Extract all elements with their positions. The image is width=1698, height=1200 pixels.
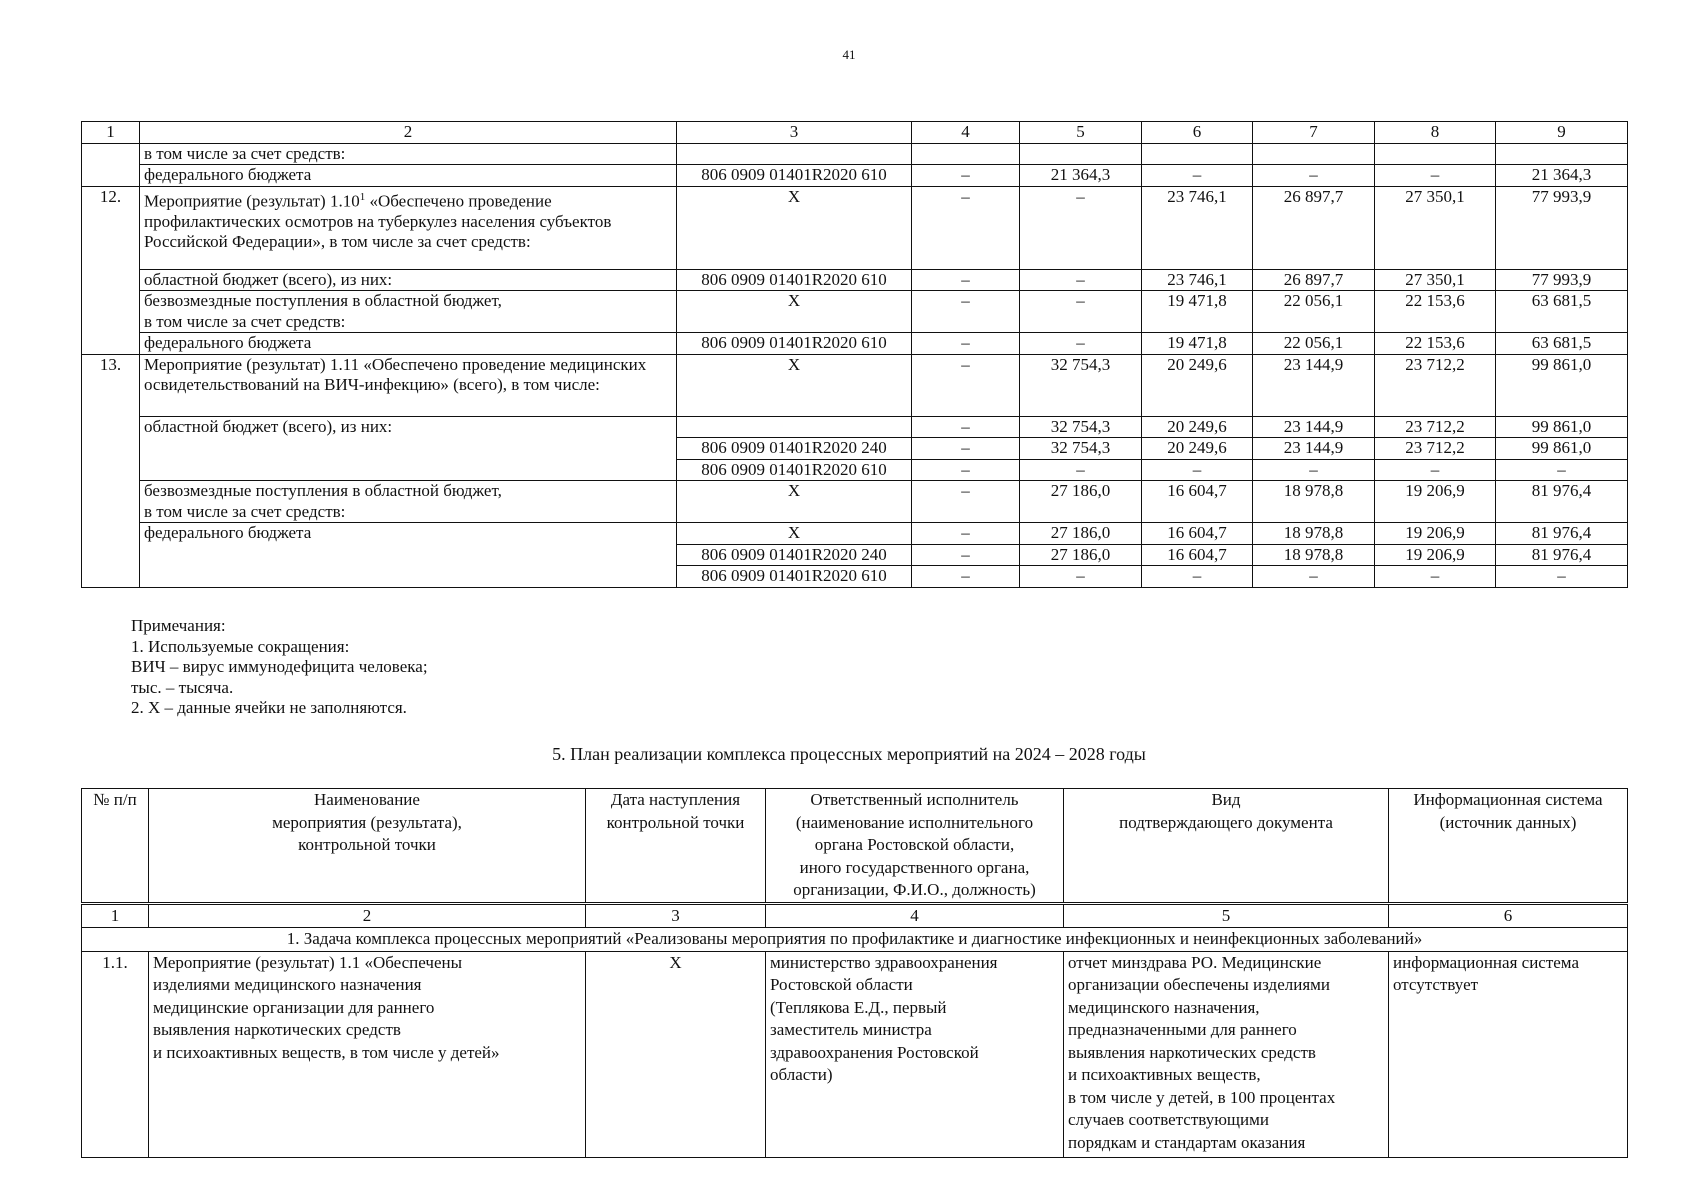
notes-heading: Примечания: (131, 616, 226, 635)
value-cell: – (912, 481, 1020, 523)
row-label (140, 291, 677, 333)
value-cell: 21 364,3 (1020, 165, 1142, 187)
col-number: 1 (82, 903, 149, 928)
table-row (82, 165, 1628, 187)
task-title: 1. Задача комплекса процессных мероприятий «Реализованы мероприятия по профилактике и диагностике инфекционных и неинфекционных заболеваний» (82, 928, 1628, 952)
value-cell: 19 471,8 (1142, 333, 1253, 355)
value-cell: 32 754,3 (1020, 438, 1142, 460)
budget-code: 806 0909 01401R2020 240 (677, 544, 912, 566)
row-number-cell: 13. (82, 354, 140, 587)
header-cell (766, 789, 1064, 904)
value-cell: – (1496, 566, 1628, 588)
header-line: мероприятия (результата), (272, 812, 462, 832)
value-cell: – (1496, 459, 1628, 481)
col-number: 1 (82, 122, 140, 144)
value-cell: 23 712,2 (1375, 438, 1496, 460)
value-cell: – (1253, 459, 1375, 481)
value-cell: 20 249,6 (1142, 354, 1253, 416)
value-cell: 27 186,0 (1020, 523, 1142, 545)
table-row (82, 481, 1628, 523)
row-label: федерального бюджета (140, 333, 677, 355)
col-number: 9 (1496, 122, 1628, 144)
measure-name (149, 951, 586, 1157)
notes-line: 2. X – данные ячейки не заполняются. (131, 698, 407, 717)
value-cell: 81 976,4 (1496, 523, 1628, 545)
text-line: и психоактивных веществ, в том числе у детей» (153, 1042, 500, 1062)
value-cell: 21 364,3 (1496, 165, 1628, 187)
value-cell: – (1020, 186, 1142, 269)
col-number: 7 (1253, 122, 1375, 144)
text-line: выявления наркотических средств (1068, 1042, 1316, 1062)
value-cell (912, 143, 1020, 165)
header-line: (наименование исполнительного (795, 812, 1034, 832)
value-cell: – (1253, 566, 1375, 588)
text-line: предназначенными для раннего (1068, 1020, 1297, 1039)
value-cell: – (912, 186, 1020, 269)
value-cell: 18 978,8 (1253, 544, 1375, 566)
budget-code: 806 0909 01401R2020 610 (677, 333, 912, 355)
responsible-executor (766, 951, 1064, 1157)
value-cell: 23 144,9 (1253, 354, 1375, 416)
value-cell: 23 712,2 (1375, 354, 1496, 416)
row-number-cell: 12. (82, 186, 140, 354)
value-cell: 20 249,6 (1142, 438, 1253, 460)
header-line: Вид (1211, 790, 1241, 809)
budget-code: X (677, 186, 912, 269)
value-cell: 32 754,3 (1020, 354, 1142, 416)
header-line: контрольной точки (298, 835, 436, 854)
implementation-plan-table (81, 788, 1628, 1158)
budget-code: 806 0909 01401R2020 610 (677, 165, 912, 187)
header-cell (149, 789, 586, 904)
table-row (82, 354, 1628, 416)
value-cell: 19 206,9 (1375, 481, 1496, 523)
col-number: 2 (149, 903, 586, 928)
row-label: областной бюджет (всего), из них: (140, 416, 677, 481)
header-cell (1389, 789, 1628, 904)
header-cell (1064, 789, 1389, 904)
information-system (1389, 951, 1628, 1157)
table-row (82, 951, 1628, 1157)
text-line: организации обеспечены изделиями (1068, 975, 1330, 994)
value-cell: – (1375, 165, 1496, 187)
value-cell: – (1142, 566, 1253, 588)
notes-line: 1. Используемые сокращения: (131, 636, 350, 656)
header-line: Информационная система (1413, 790, 1603, 809)
value-cell: 19 206,9 (1375, 523, 1496, 545)
text-line: Мероприятие (результат) 1.1 «Обеспечены (153, 952, 463, 972)
text-line: Ростовской области (770, 975, 913, 994)
value-cell: 81 976,4 (1496, 481, 1628, 523)
value-cell: 22 056,1 (1253, 291, 1375, 333)
budget-code: X (677, 354, 912, 416)
budget-code: X (677, 291, 912, 333)
value-cell: 27 186,0 (1020, 481, 1142, 523)
text-line: области) (770, 1065, 833, 1084)
text-line: информационная система (1393, 952, 1579, 972)
col-number: 3 (586, 903, 766, 928)
value-cell: – (912, 333, 1020, 355)
text-line: министерство здравоохранения (770, 952, 998, 972)
text-line: медицинские организации для раннего (153, 997, 435, 1017)
text-line: выявления наркотических средств (153, 1020, 401, 1039)
value-cell: – (1375, 566, 1496, 588)
value-cell: – (912, 354, 1020, 416)
value-cell: 23 712,2 (1375, 416, 1496, 438)
budget-code (677, 143, 912, 165)
notes-line: тыс. – тысяча. (131, 677, 234, 697)
col-number: 6 (1389, 903, 1628, 928)
col-number: 4 (766, 903, 1064, 928)
budget-code (677, 416, 912, 438)
value-cell: 32 754,3 (1020, 416, 1142, 438)
value-cell: – (912, 416, 1020, 438)
header-row (82, 789, 1628, 904)
value-cell: 23 144,9 (1253, 416, 1375, 438)
value-cell: 20 249,6 (1142, 416, 1253, 438)
page-number: 41 (842, 47, 856, 62)
header-line: Ответственный исполнитель (810, 790, 1019, 809)
col-number: 8 (1375, 122, 1496, 144)
value-cell (1253, 143, 1375, 165)
row-label: областной бюджет (всего), из них: (140, 269, 677, 291)
value-cell: – (912, 165, 1020, 187)
value-cell: – (1142, 165, 1253, 187)
header-cell (586, 789, 766, 904)
value-cell: 26 897,7 (1253, 269, 1375, 291)
header-line: иного государственного органа, (799, 857, 1030, 877)
value-cell: 27 186,0 (1020, 544, 1142, 566)
value-cell: 22 056,1 (1253, 333, 1375, 355)
row-label: в том числе за счет средств: (140, 143, 677, 165)
value-cell: 18 978,8 (1253, 481, 1375, 523)
budget-code: X (677, 481, 912, 523)
value-cell: 27 350,1 (1375, 186, 1496, 269)
value-cell: – (1020, 269, 1142, 291)
value-cell: – (1253, 165, 1375, 187)
value-cell: 19 471,8 (1142, 291, 1253, 333)
value-cell: – (1020, 566, 1142, 588)
text-line: в том числе у детей, в 100 процентах (1068, 1087, 1336, 1107)
value-cell: – (912, 523, 1020, 545)
row-label: федерального бюджета (140, 165, 677, 187)
value-cell: 22 153,6 (1375, 291, 1496, 333)
header-line: организации, Ф.И.О., должность) (793, 880, 1036, 899)
value-cell: – (912, 566, 1020, 588)
col-number: 5 (1020, 122, 1142, 144)
text-line: заместитель министра (770, 1020, 932, 1039)
row-label-line: в том числе за счет средств: (144, 311, 346, 331)
table-row (82, 523, 1628, 545)
row-number: 1.1. (82, 951, 149, 1157)
notes (131, 616, 428, 719)
notes-line: ВИЧ – вирус иммунодефицита человека; (131, 657, 428, 676)
row-label (140, 481, 677, 523)
value-cell: – (912, 291, 1020, 333)
col-number: 2 (140, 122, 677, 144)
budget-code: 806 0909 01401R2020 610 (677, 566, 912, 588)
header-line: органа Ростовской области, (814, 835, 1015, 854)
table-row (82, 291, 1628, 333)
table-row (82, 416, 1628, 438)
value-cell (1496, 143, 1628, 165)
budget-code: 806 0909 01401R2020 610 (677, 459, 912, 481)
value-cell: 19 206,9 (1375, 544, 1496, 566)
value-cell: – (912, 459, 1020, 481)
value-cell (1375, 143, 1496, 165)
table-row (82, 143, 1628, 165)
value-cell: 77 993,9 (1496, 269, 1628, 291)
value-cell: 99 861,0 (1496, 416, 1628, 438)
value-cell: – (912, 544, 1020, 566)
budget-code: X (677, 523, 912, 545)
text-line: порядкам и стандартам оказания (1068, 1132, 1306, 1152)
header-line: (источник данных) (1439, 812, 1577, 832)
text-line: отчет минздрава РО. Медицинские (1068, 952, 1322, 972)
control-date: X (586, 951, 766, 1157)
task-row (82, 928, 1628, 952)
table-row (82, 269, 1628, 291)
value-cell: 18 978,8 (1253, 523, 1375, 545)
text-line: медицинского назначения, (1068, 997, 1260, 1017)
row-number-cell (82, 143, 140, 186)
col-number: 6 (1142, 122, 1253, 144)
measure-title-text: «Обеспечено проведение профилактических осмотров на туберкулез населения субъектов Российской Федерации», в том числе за счет средств: (144, 191, 612, 252)
value-cell: 99 861,0 (1496, 354, 1628, 416)
value-cell: 16 604,7 (1142, 481, 1253, 523)
value-cell: 99 861,0 (1496, 438, 1628, 460)
column-number-row (82, 122, 1628, 144)
text-line: отсутствует (1393, 975, 1479, 994)
budget-code: 806 0909 01401R2020 240 (677, 438, 912, 460)
text-line: изделиями медицинского назначения (153, 975, 422, 994)
value-cell: 23 144,9 (1253, 438, 1375, 460)
col-number: 3 (677, 122, 912, 144)
row-label-line: безвозмездные поступления в областной бюджет, (144, 481, 502, 500)
header-line: Наименование (314, 790, 420, 809)
confirming-document (1064, 951, 1389, 1157)
row-label-line: безвозмездные поступления в областной бюджет, (144, 291, 502, 310)
measure-title-superscript: 1 (359, 190, 366, 203)
header-line: подтверждающего документа (1119, 812, 1333, 832)
table-row (82, 186, 1628, 269)
value-cell: 23 746,1 (1142, 269, 1253, 291)
row-label: федерального бюджета (140, 523, 677, 588)
row-label-line: в том числе за счет средств: (144, 501, 346, 521)
value-cell: 81 976,4 (1496, 544, 1628, 566)
value-cell: – (1375, 459, 1496, 481)
value-cell: 16 604,7 (1142, 523, 1253, 545)
value-cell: 77 993,9 (1496, 186, 1628, 269)
text-line: здравоохранения Ростовской (770, 1042, 979, 1062)
column-number-row (82, 903, 1628, 928)
value-cell: – (1020, 459, 1142, 481)
header-line: контрольной точки (606, 812, 745, 832)
value-cell: 26 897,7 (1253, 186, 1375, 269)
measure-title: Мероприятие (результат) 1.11 «Обеспечено проведение медицинских освидетельствований на ВИЧ-инфекцию» (всего), в том числе: (140, 354, 677, 416)
header-cell: № п/п (82, 789, 149, 904)
value-cell (1142, 143, 1253, 165)
value-cell: 23 746,1 (1142, 186, 1253, 269)
table-row (82, 333, 1628, 355)
measure-title (140, 186, 677, 269)
section-title: 5. План реализации комплекса процессных мероприятий на 2024 – 2028 годы (552, 744, 1146, 764)
value-cell: 63 681,5 (1496, 333, 1628, 355)
budget-code: 806 0909 01401R2020 610 (677, 269, 912, 291)
text-line: случаев соответствующими (1068, 1110, 1269, 1129)
text-line: (Теплякова Е.Д., первый (770, 997, 947, 1017)
value-cell: 27 350,1 (1375, 269, 1496, 291)
col-number: 5 (1064, 903, 1389, 928)
value-cell: – (912, 438, 1020, 460)
text-line: и психоактивных веществ, (1068, 1065, 1261, 1084)
col-number: 4 (912, 122, 1020, 144)
measure-title-text: Мероприятие (результат) 1.10 (144, 191, 360, 211)
value-cell: 63 681,5 (1496, 291, 1628, 333)
value-cell: – (1142, 459, 1253, 481)
budget-table (81, 121, 1628, 588)
value-cell: 22 153,6 (1375, 333, 1496, 355)
value-cell: 16 604,7 (1142, 544, 1253, 566)
value-cell: – (912, 269, 1020, 291)
value-cell: – (1020, 333, 1142, 355)
header-line: Дата наступления (610, 790, 741, 809)
value-cell: – (1020, 291, 1142, 333)
value-cell (1020, 143, 1142, 165)
